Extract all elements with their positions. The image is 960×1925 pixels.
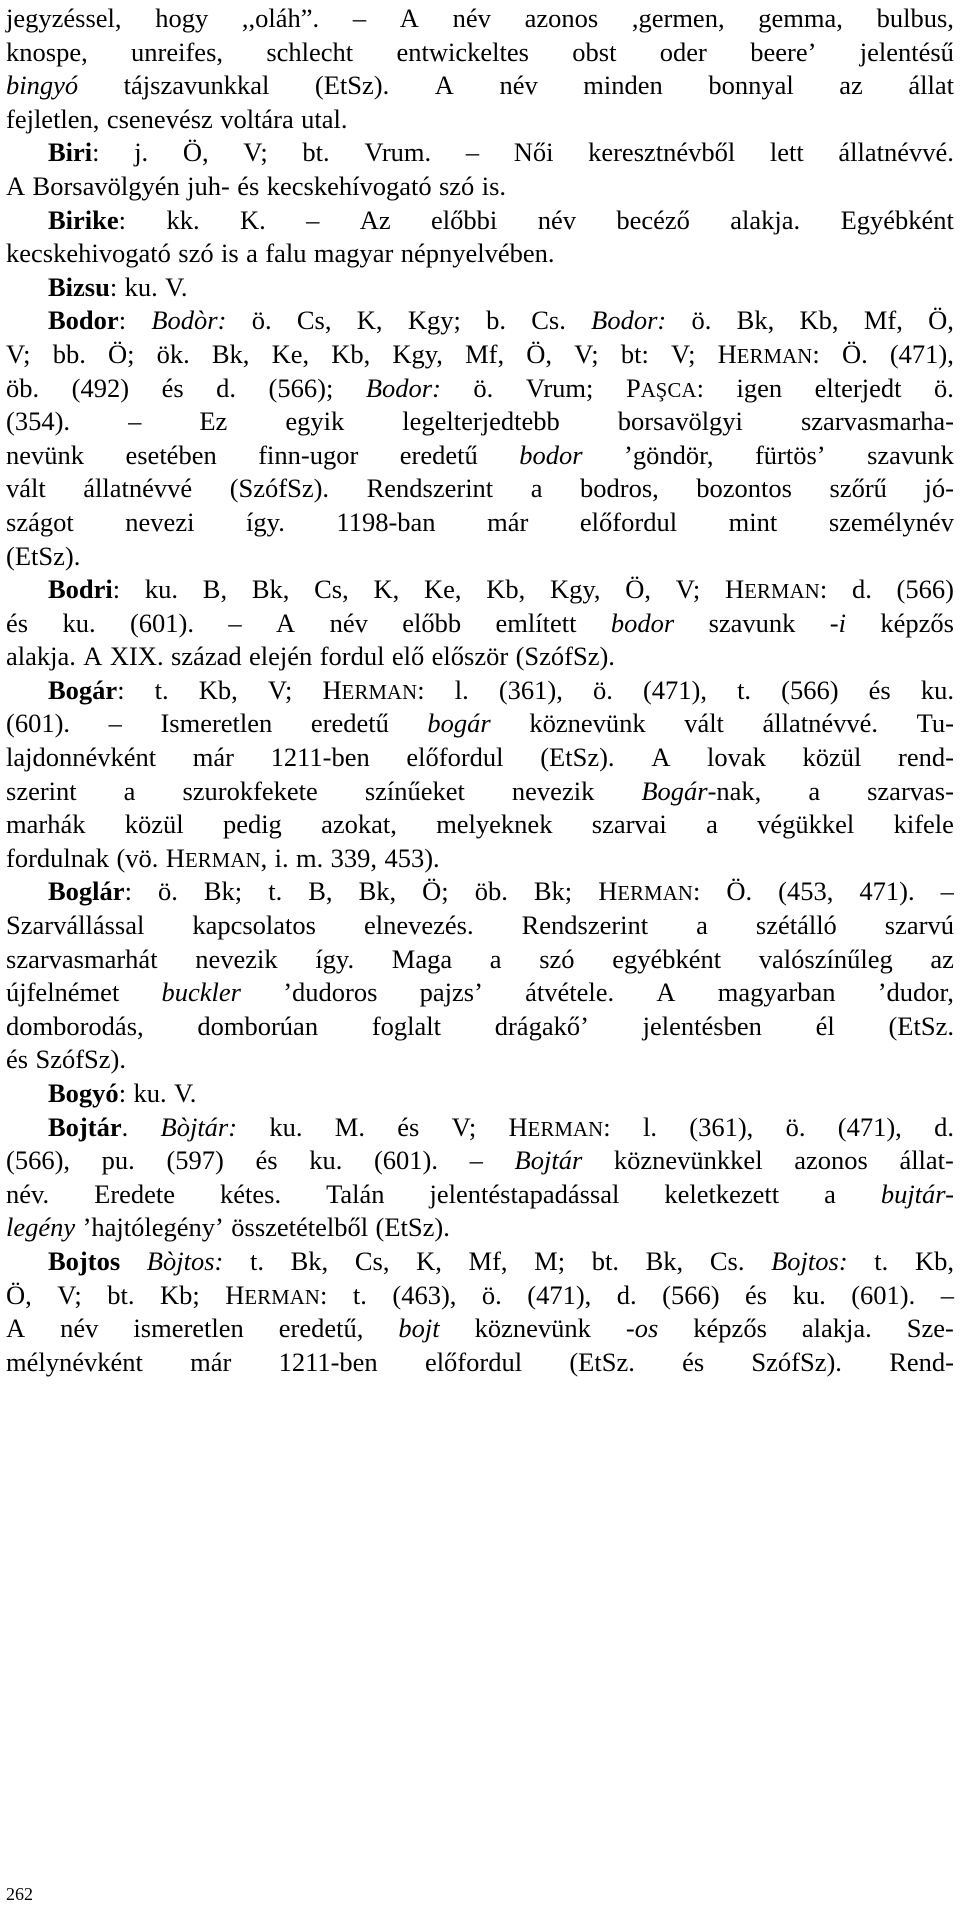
text-line: nevünk esetében finn-ugor eredetű bodor ’göndör, fürtös’ szavunk — [6, 439, 954, 470]
text-line: domborodás, domborúan foglalt drágakő’ jelentésben él (EtSz. — [6, 1010, 954, 1041]
text-line: A Borsavölgyén juh- és kecskehívogató szó is. — [6, 170, 507, 201]
text-line: név. Eredete kétes. Talán jelentéstapadással keletkezett a bujtár- — [6, 1178, 954, 1209]
text-line: legény ’hajtólegény’ összetételből (EtSz). — [6, 1212, 450, 1243]
text-line: (566), pu. (597) és ku. (601). – Bojtár köznevünkkel azonos állat- — [6, 1145, 954, 1176]
text-line: fejletlen, csenevész voltára utal. — [6, 103, 348, 134]
page-number: 262 — [6, 1884, 33, 1904]
text-line: Biri: j. Ö, V; bt. Vrum. – Női keresztnévből lett állatnévvé. — [48, 137, 954, 168]
text-line: Ö, V; bt. Kb; HERMAN: t. (463), ö. (471), d. (566) és ku. (601). – — [6, 1279, 954, 1310]
text-line: knospe, unreifes, schlecht entwickeltes obst oder beere’ jelentésű — [6, 36, 954, 67]
text-line: Birike: kk. K. – Az előbbi név becéző alakja. Egyébként — [48, 204, 954, 235]
text-line: Bogár: t. Kb, V; HERMAN: l. (361), ö. (471), t. (566) és ku. — [48, 674, 954, 705]
text-line: V; bb. Ö; ök. Bk, Ke, Kb, Kgy, Mf, Ö, V; bt: V; HERMAN: Ö. (471), — [6, 338, 954, 369]
text-line: Szarvállással kapcsolatos elnevezés. Rendszerint a szétálló szarvú — [6, 910, 954, 941]
text-line: Bodri: ku. B, Bk, Cs, K, Ke, Kb, Kgy, Ö, V; HERMAN: d. (566) — [48, 574, 954, 605]
text-line: öb. (492) és d. (566); Bodor: ö. Vrum; PAŞCA: igen elterjedt ö. — [6, 372, 954, 403]
text-line: vált állatnévvé (SzófSz). Rendszerint a bodros, bozontos szőrű jó- — [6, 473, 954, 504]
text-line: szágot nevezi így. 1198-ban már előfordul mint személynév — [6, 506, 954, 537]
text-line: és SzófSz). — [6, 1044, 127, 1075]
text-line: újfelnémet buckler ’dudoros pajzs’ átvétele. A magyarban ’dudor, — [6, 977, 954, 1008]
text-line: marhák közül pedig azokat, melyeknek szarvai a végükkel kifele — [6, 809, 954, 840]
text-line: (601). – Ismeretlen eredetű bogár köznevünk vált állatnévvé. Tu- — [6, 708, 954, 739]
text-line: Boglár: ö. Bk; t. B, Bk, Ö; öb. Bk; HERMAN: Ö. (453, 471). – — [48, 876, 954, 907]
text-line: fordulnak (vö. HERMAN, i. m. 339, 453). — [6, 842, 440, 873]
text-line: Bodor: Bodòr: ö. Cs, K, Kgy; b. Cs. Bodor: ö. Bk, Kb, Mf, Ö, — [48, 305, 954, 336]
text-line: szerint a szurokfekete színűeket nevezik Bogár-nak, a szarvas- — [6, 775, 954, 806]
text-line: Bizsu: ku. V. — [48, 271, 188, 302]
text-line: szarvasmarhát nevezik így. Maga a szó egyébként valószínűleg az — [6, 943, 954, 974]
text-line: Bogyó: ku. V. — [48, 1078, 197, 1108]
text-line: alakja. A XIX. század elején fordul elő először (SzófSz). — [6, 641, 615, 672]
document-page — [6, 2, 954, 1379]
text-line: lajdonnévként már 1211-ben előfordul (EtSz). A lovak közül rend- — [6, 742, 954, 773]
text-line: jegyzéssel, hogy ,,oláh”. – A név azonos ,germen, gemma, bulbus, — [6, 3, 954, 33]
text-line: bingyó tájszavunkkal (EtSz). A név minden bonnyal az állat — [6, 70, 954, 101]
text-line: Bojtos Bòjtos: t. Bk, Cs, K, Mf, M; bt. Bk, Cs. Bojtos: t. Kb, — [48, 1245, 954, 1276]
text-line: és ku. (601). – A név előbb említett bodor szavunk -i képzős — [6, 607, 954, 638]
text-line: (354). – Ez egyik legelterjedtebb borsavölgyi szarvasmarha- — [6, 406, 954, 437]
text-line: (EtSz). — [6, 540, 81, 571]
text-line: mélynévként már 1211-ben előfordul (EtSz. és SzófSz). Rend- — [6, 1346, 954, 1377]
text-line: A név ismeretlen eredetű, bojt köznevünk -os képzős alakja. Sze- — [6, 1313, 954, 1344]
text-line: kecskehivogató szó is a falu magyar népnyelvében. — [6, 238, 555, 269]
text-line: Bojtár. Bòjtár: ku. M. és V; HERMAN: l. (361), ö. (471), d. — [48, 1111, 954, 1142]
